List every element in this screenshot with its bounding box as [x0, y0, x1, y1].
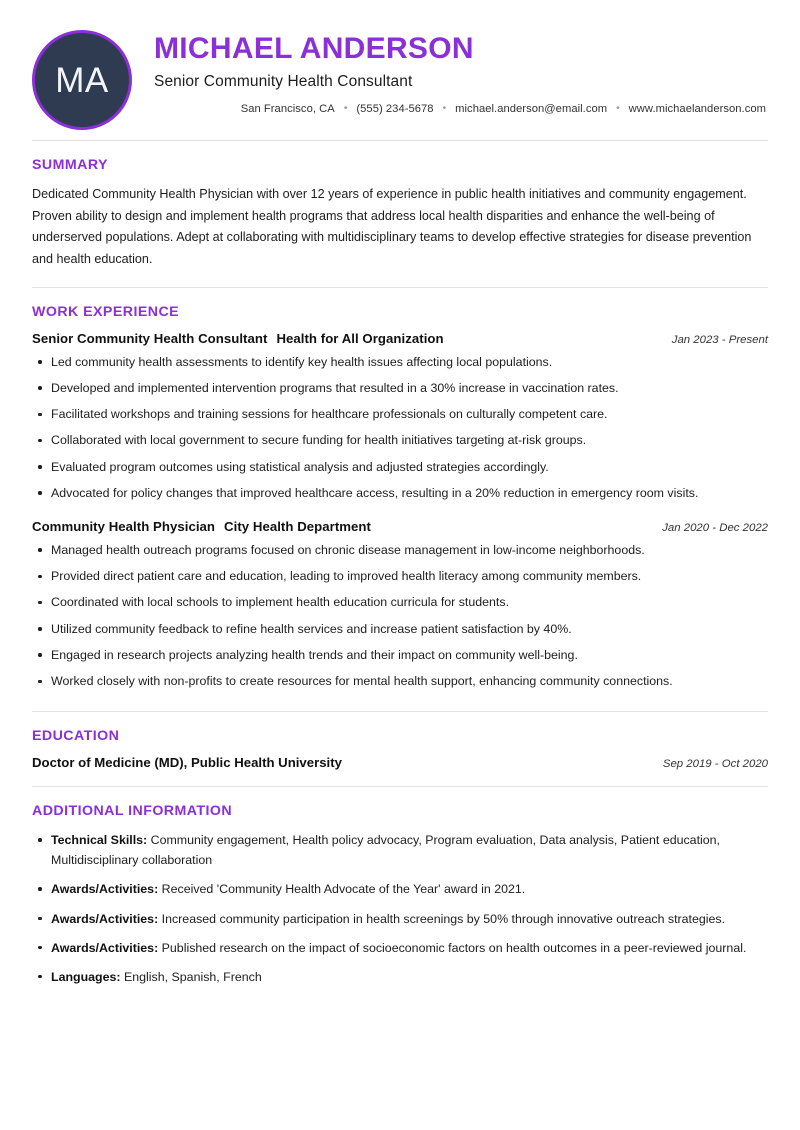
section-title-work-experience: WORK EXPERIENCE	[32, 303, 180, 320]
job-title-company	[32, 519, 371, 534]
list-item: Coordinated with local schools to implement health education curricula for students.	[32, 593, 768, 612]
job-entry	[32, 331, 768, 503]
list-item: Developed and implemented intervention programs that resulted in a 30% increase in vaccination rates.	[32, 379, 768, 398]
additional-information-list	[32, 830, 768, 987]
list-item: Engaged in research projects analyzing health trends and their impact on community well-being.	[32, 646, 768, 665]
list-item: Provided direct patient care and education, leading to improved health literacy among community members.	[32, 567, 768, 586]
item-value: Increased community participation in health screenings by 50% through innovative outreach strategies.	[161, 911, 726, 926]
contact-phone[interactable]: (555) 234-5678	[356, 102, 434, 115]
list-item	[32, 938, 768, 958]
contact-email[interactable]: michael.anderson@email.com	[455, 102, 608, 115]
education-degree: Doctor of Medicine (MD), Public Health University	[32, 755, 342, 771]
job-header	[32, 519, 768, 534]
section-title-additional-information: ADDITIONAL INFORMATION	[32, 803, 233, 820]
summary-body	[32, 184, 768, 287]
job-bullet-list	[32, 541, 768, 691]
job-title-company	[32, 331, 444, 346]
section-education	[32, 712, 768, 786]
list-item: Advocated for policy changes that improved healthcare access, resulting in a 20% reduction in emergency room visits.	[32, 484, 768, 503]
job-bullet-list	[32, 353, 768, 503]
contact-separator-icon: •	[616, 102, 620, 114]
resume-header	[32, 28, 768, 140]
list-item: Utilized community feedback to refine health services and increase patient satisfaction by 40%.	[32, 620, 768, 639]
list-item	[32, 967, 768, 987]
list-item: Facilitated workshops and training sessions for healthcare professionals on culturally competent care.	[32, 405, 768, 424]
list-item	[32, 830, 768, 870]
list-item	[32, 909, 768, 929]
header-text-block	[132, 28, 768, 115]
job-dates: Jan 2020 - Dec 2022	[662, 521, 768, 534]
job-position: Community Health Physician	[32, 518, 216, 534]
item-value: Received 'Community Health Advocate of the Year' award in 2021.	[161, 882, 526, 897]
list-item: Evaluated program outcomes using statistical analysis and adjusted strategies accordingly.	[32, 458, 768, 477]
list-item: Collaborated with local government to secure funding for health initiatives targeting at-risk groups.	[32, 431, 768, 450]
job-company: Health for All Organization	[276, 330, 444, 346]
avatar-initials: MA	[55, 60, 109, 100]
list-item: Led community health assessments to identify key health issues affecting local populations.	[32, 353, 768, 372]
job-dates: Jan 2023 - Present	[671, 333, 768, 346]
page-title: MICHAEL ANDERSON	[154, 32, 474, 65]
list-item: Managed health outreach programs focused on chronic disease management in low-income neighborhoods.	[32, 541, 768, 560]
item-label: Languages:	[51, 969, 121, 984]
section-summary	[32, 141, 768, 287]
item-label: Technical Skills:	[51, 833, 148, 848]
item-label: Awards/Activities:	[51, 882, 159, 897]
job-entry	[32, 519, 768, 691]
contact-separator-icon: •	[442, 102, 447, 114]
item-value: Published research on the impact of socioeconomic factors on health outcomes in a peer-reviewed journal.	[161, 940, 747, 955]
job-header	[32, 331, 768, 346]
job-company: City Health Department	[224, 518, 371, 534]
contact-line	[154, 103, 768, 115]
list-item: Worked closely with non-profits to create resources for mental health support, enhancing community connections.	[32, 672, 768, 691]
section-additional-information	[32, 787, 768, 1003]
job-position: Senior Community Health Consultant	[32, 330, 268, 346]
education-body	[32, 755, 768, 786]
item-value: Community engagement, Health policy advocacy, Program evaluation, Data analysis, Patient education, Multidisciplinary collaboration	[51, 833, 720, 868]
avatar	[32, 30, 132, 130]
section-title-summary: SUMMARY	[32, 157, 108, 173]
contact-location: San Francisco, CA	[240, 102, 335, 115]
item-label: Awards/Activities:	[51, 940, 159, 955]
contact-separator-icon: •	[343, 102, 348, 114]
education-entry	[32, 755, 768, 770]
work-experience-body	[32, 331, 768, 712]
section-work-experience	[32, 288, 768, 712]
item-value: English, Spanish, French	[124, 969, 262, 984]
additional-information-body	[32, 830, 768, 1003]
item-label: Awards/Activities:	[51, 911, 159, 926]
education-dates: Sep 2019 - Oct 2020	[662, 758, 768, 771]
section-title-education: EDUCATION	[32, 728, 120, 745]
list-item	[32, 879, 768, 899]
summary-text: Dedicated Community Health Physician with over 12 years of experience in public health initiatives and community engagement. Proven ability to design and implement health programs that address local health disparities and enhance the well-being of underserved populations. Adept at collaborating with multidisciplinary teams to develop effective strategies for disease prevention and health education.	[32, 187, 752, 266]
contact-website[interactable]: www.michaelanderson.com	[628, 102, 766, 115]
header-job-title: Senior Community Health Consultant	[154, 72, 413, 90]
